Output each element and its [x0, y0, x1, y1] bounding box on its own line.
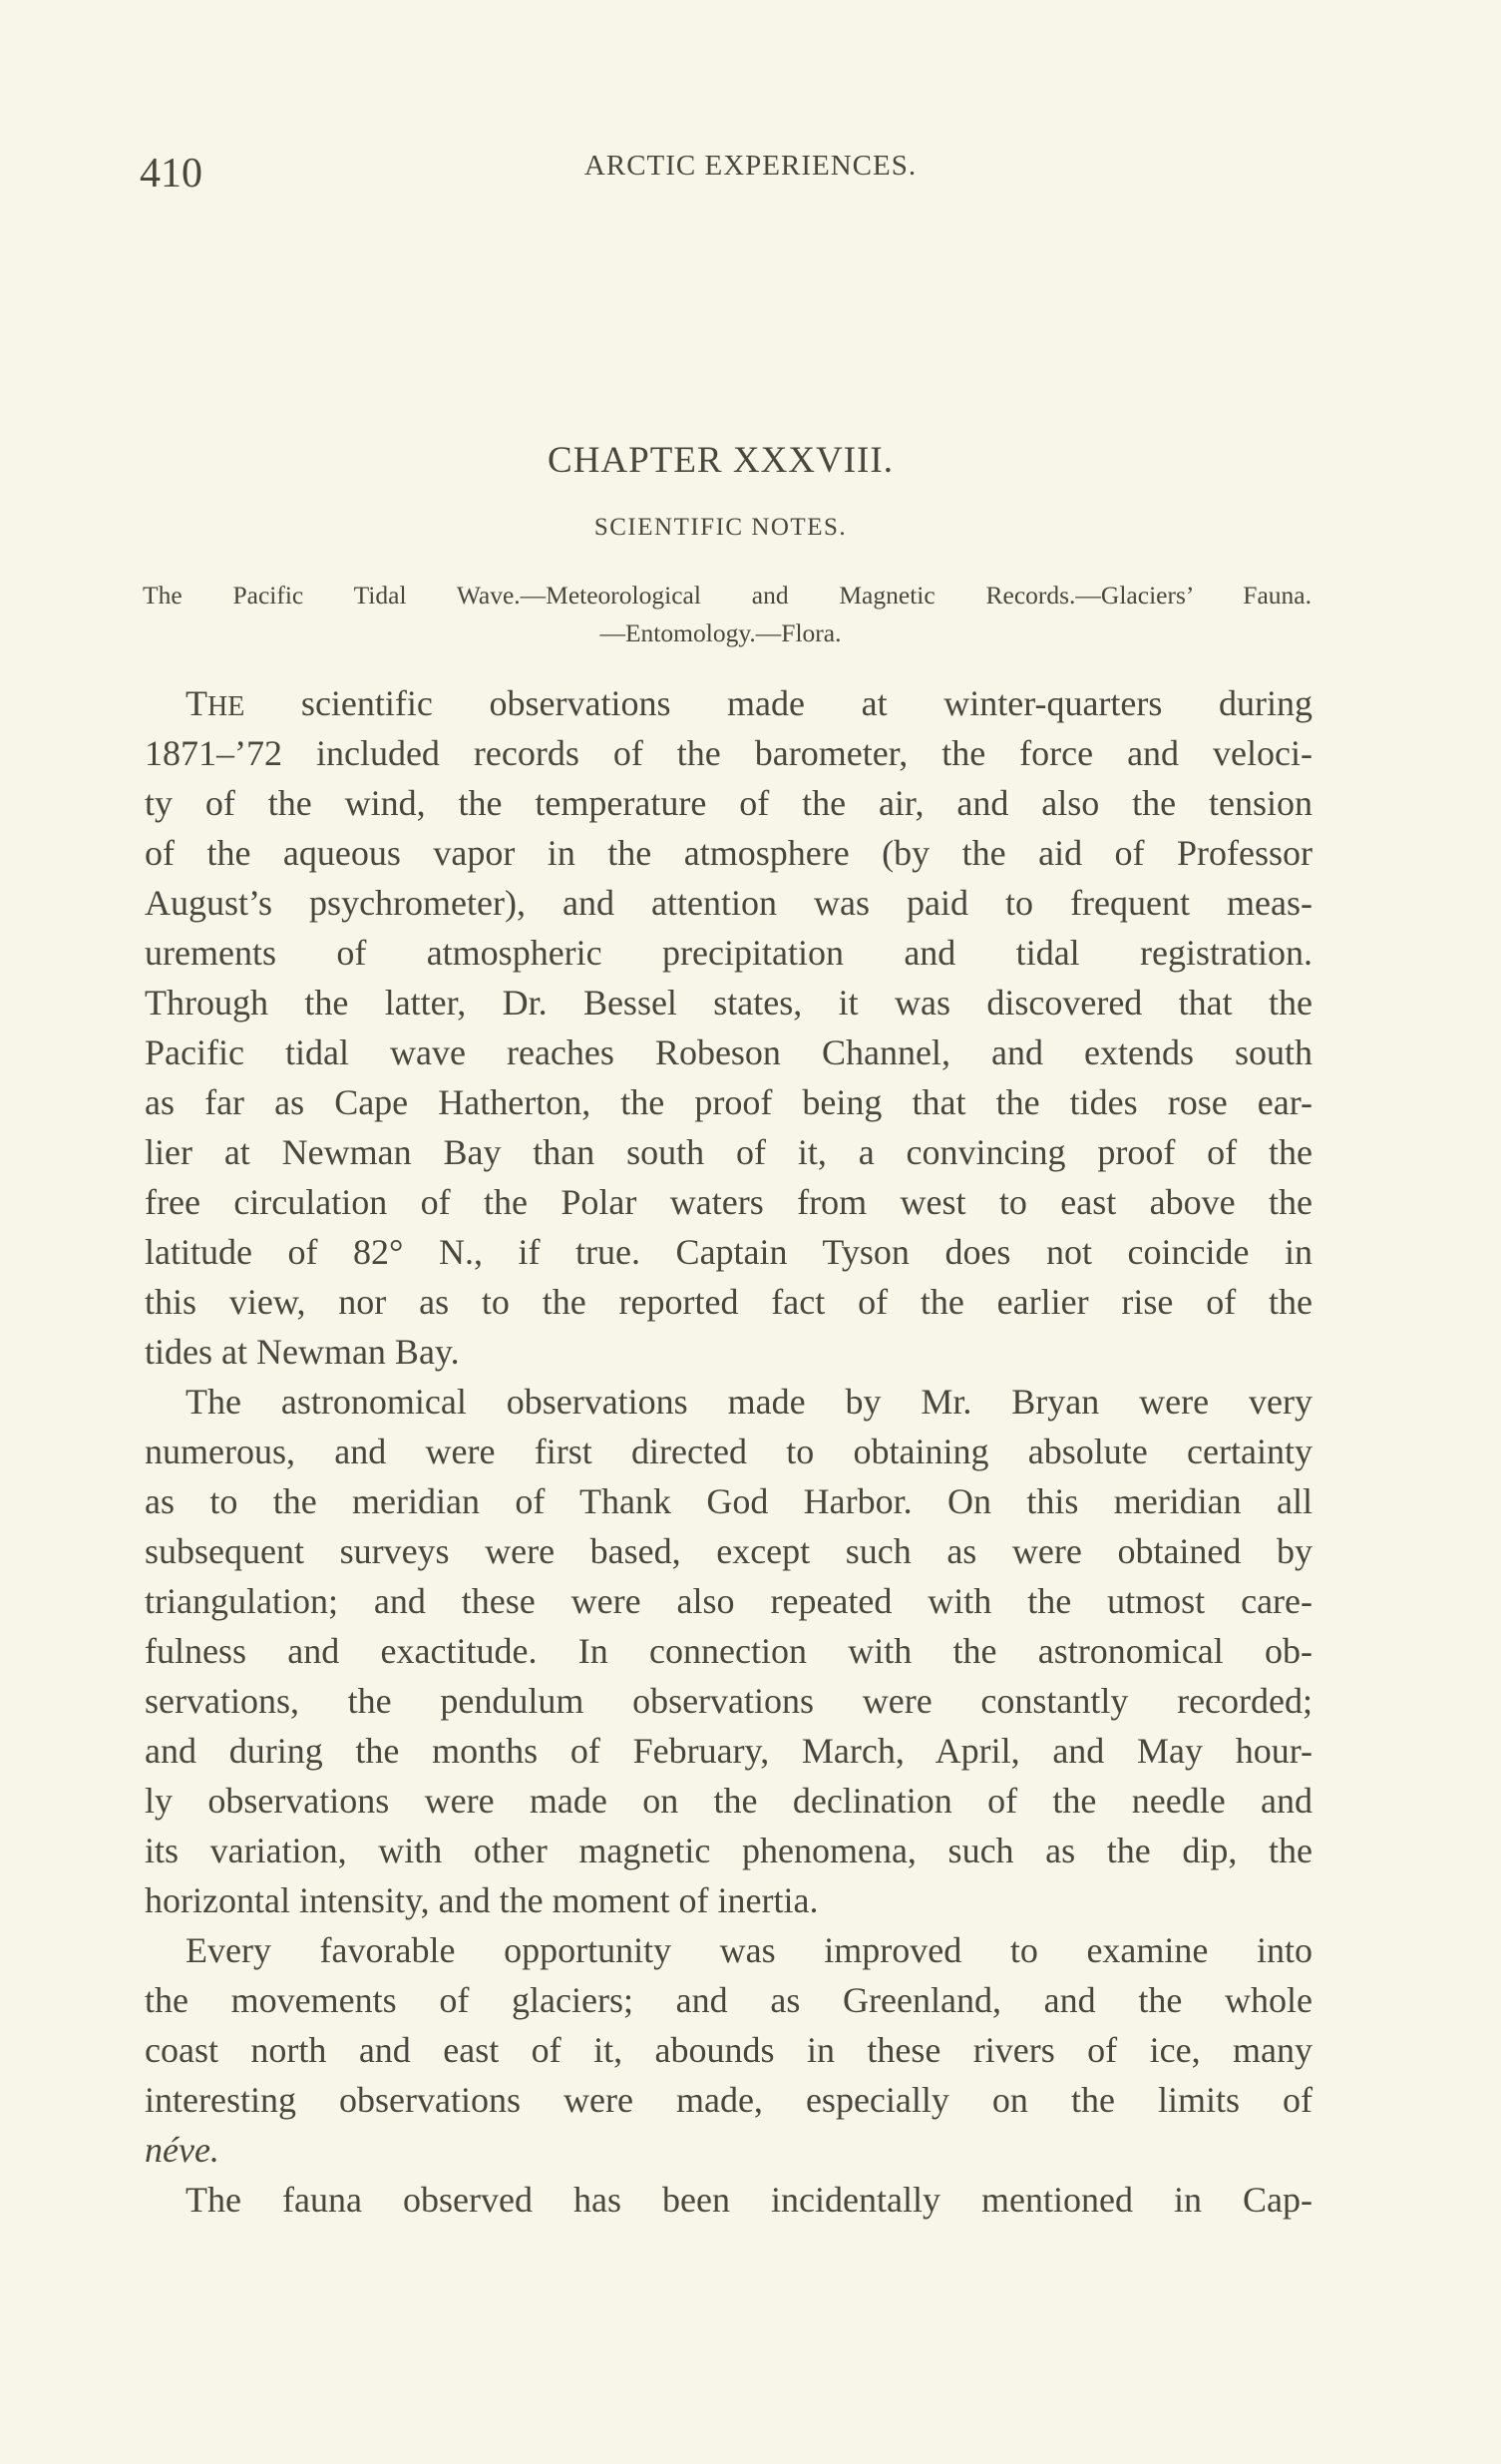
text-line: lier at Newman Bay than south of it, a convincing proof of the [145, 1132, 1313, 1172]
text-line: Through the latter, Dr. Bessel states, it was discovered that the [145, 983, 1313, 1023]
paragraph [145, 1377, 1313, 1925]
text-line: néve. [145, 2130, 219, 2170]
chapter-summary-line: —Entomology.—Flora. [599, 618, 842, 647]
text-line: urements of atmospheric precipitation and tidal registration. [145, 933, 1313, 973]
text-line: August’s psychrometer), and attention was paid to frequent meas- [145, 883, 1313, 923]
text-line: THE scientific observations made at winter-quarters during [186, 683, 1313, 723]
text-line: numerous, and were first directed to obtaining absolute certainty [145, 1432, 1313, 1471]
text-line: the movements of glaciers; and as Greenland, and the whole [145, 1980, 1313, 2020]
paragraph [145, 2175, 1313, 2225]
text-line: The fauna observed has been incidentally mentioned in Cap- [186, 2180, 1313, 2220]
chapter-summary-line: The Pacific Tidal Wave.—Meteorological and Magnetic Records.—Glaciers’ Fauna. [143, 581, 1312, 610]
text-line: horizontal intensity, and the moment of inertia. [145, 1880, 819, 1920]
text-line: servations, the pendulum observations were constantly recorded; [145, 1681, 1313, 1721]
text-line: ly observations were made on the declination of the needle and [145, 1781, 1313, 1821]
text-line: coast north and east of it, abounds in these rivers of ice, many [145, 2030, 1313, 2070]
text-line: subsequent surveys were based, except such as were obtained by [145, 1531, 1313, 1571]
running-head: ARCTIC EXPERIENCES. [583, 150, 918, 182]
text-line: interesting observations were made, especially on the limits of [145, 2080, 1313, 2120]
paragraph [145, 1925, 1313, 2175]
text-line: as far as Cape Hatherton, the proof being that the tides rose ear- [145, 1082, 1313, 1122]
text-line: free circulation of the Polar waters from west to east above the [145, 1182, 1313, 1222]
paragraph [145, 678, 1313, 1377]
text-line: The astronomical observations made by Mr. Bryan were very [186, 1382, 1313, 1422]
text-line: of the aqueous vapor in the atmosphere (by the aid of Professor [145, 833, 1313, 873]
text-line: tides at Newman Bay. [145, 1332, 460, 1372]
text-line: Pacific tidal wave reaches Robeson Channel, and extends south [145, 1032, 1313, 1072]
text-line: ty of the wind, the temperature of the air, and also the tension [145, 783, 1313, 823]
text-line: triangulation; and these were also repeated with the utmost care- [145, 1581, 1313, 1621]
text-line: this view, nor as to the reported fact of the earlier rise of the [145, 1282, 1313, 1322]
chapter-title: CHAPTER XXXVIII. [548, 440, 894, 481]
text-line: 1871–’72 included records of the barometer, the force and veloci- [145, 733, 1313, 773]
text-line: its variation, with other magnetic phenomena, such as the dip, the [145, 1831, 1313, 1870]
text-line: fulness and exactitude. In connection with the astronomical ob- [145, 1631, 1313, 1671]
section-title: SCIENTIFIC NOTES. [593, 514, 848, 541]
text-line: latitude of 82° N., if true. Captain Tyson does not coincide in [145, 1232, 1313, 1272]
text-line: as to the meridian of Thank God Harbor. On this meridian all [145, 1481, 1313, 1521]
text-line: Every favorable opportunity was improved to examine into [186, 1930, 1313, 1970]
text-line: and during the months of February, March, April, and May hour- [145, 1731, 1313, 1771]
page-number: 410 [140, 151, 202, 197]
body-text [145, 678, 1313, 2225]
